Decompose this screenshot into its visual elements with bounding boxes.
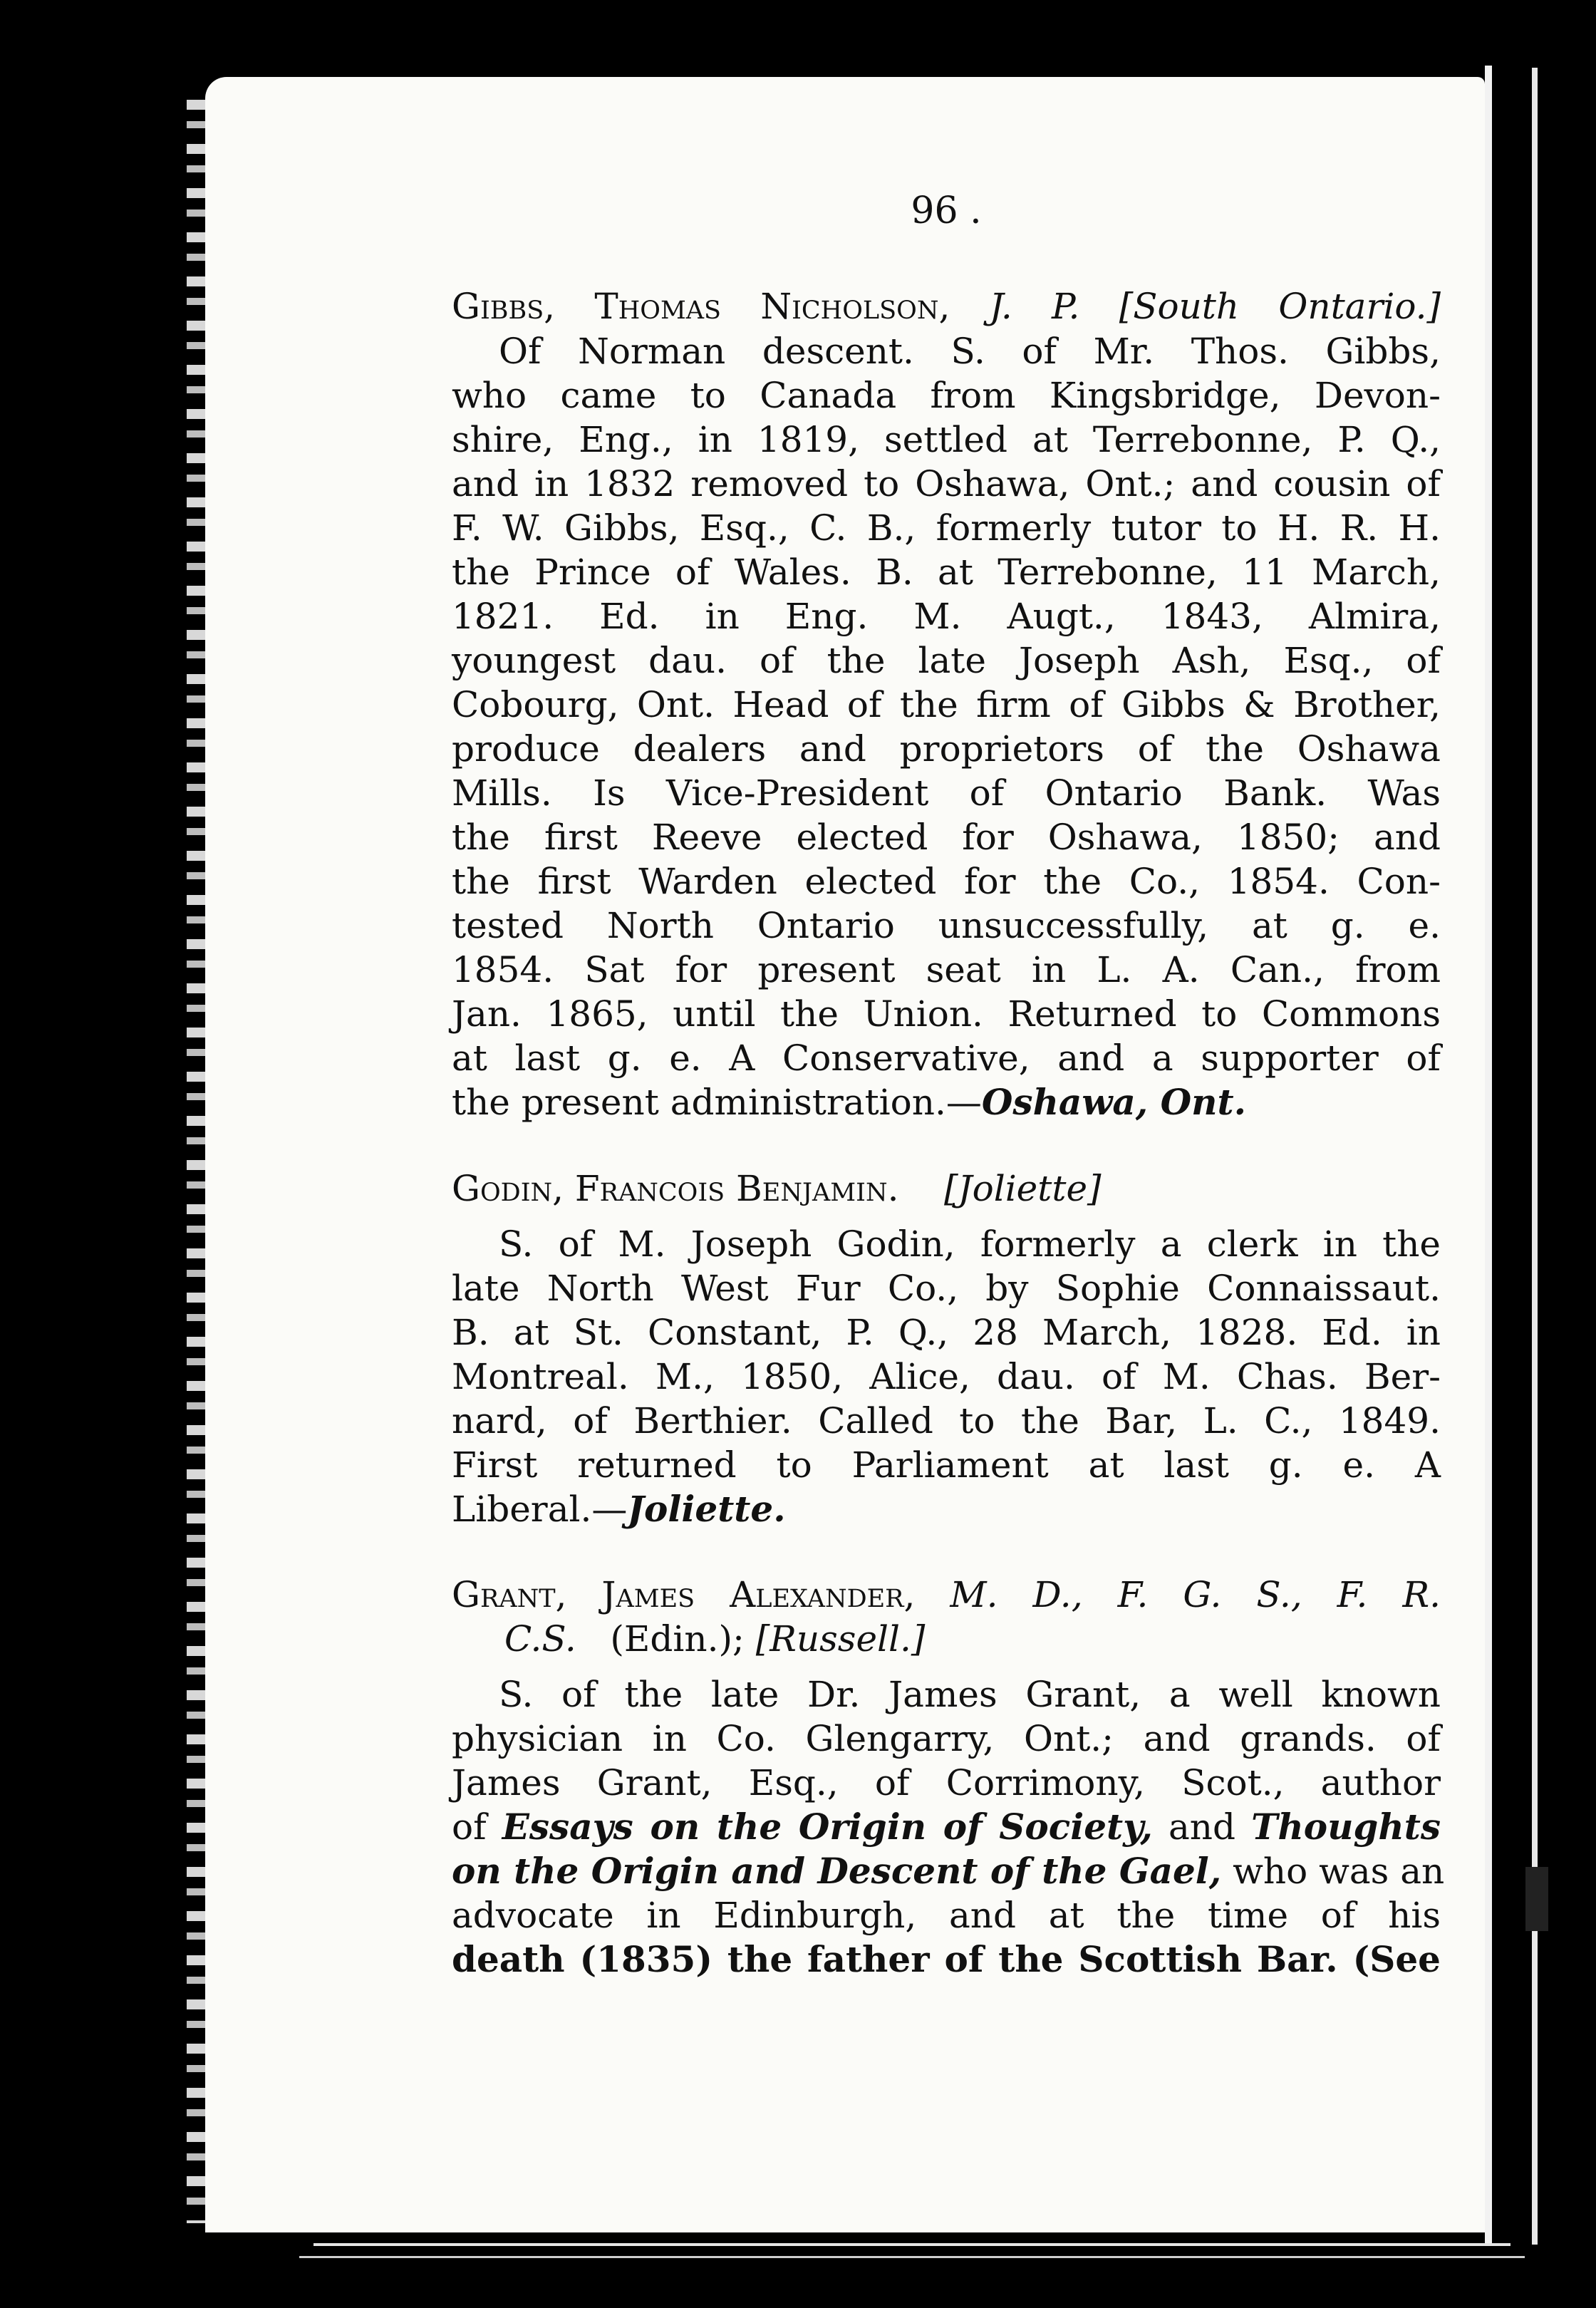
entry-text-line-mixed (452, 1850, 1445, 1892)
entry-text: of (452, 1806, 502, 1848)
entry-text-line: 1854. Sat for present seat in L. A. Can., from (452, 949, 1441, 990)
entry-text-line: nard, of Berthier. Called to the Bar, L. C., 1849. (452, 1400, 1441, 1442)
entry-text-line: death (1835) the father of the Scottish Bar. (See (452, 1938, 1441, 1980)
entry-text-line-mixed (452, 1807, 1441, 1847)
entry-text-line: who came to Canada from Kingsbridge, Devon- (452, 375, 1441, 416)
page-number: 96 . (911, 190, 982, 232)
entry-text-line: produce dealers and proprietors of the Oshawa (452, 728, 1441, 770)
entry-text-line: First returned to Parliament at last g. e. A (452, 1444, 1441, 1486)
entry-text-line: the first Warden elected for the Co., 1854. Con- (452, 861, 1441, 902)
entry-text-line: Montreal. M., 1850, Alice, dau. of M. Chas. Ber- (452, 1356, 1441, 1397)
entry-text-line: shire, Eng., in 1819, settled at Terrebonne, P. Q., (452, 419, 1441, 460)
entry-heading-godin (452, 1169, 1441, 1209)
entry-residence: Joliette. (627, 1488, 786, 1530)
entry-name: Godin, Francois Benjamin. (452, 1168, 899, 1209)
entry-text-line: S. of the late Dr. James Grant, a well known (499, 1674, 1441, 1715)
entry-text: the present administration.— (452, 1082, 982, 1123)
entry-name: Grant, James Alexander, (452, 1574, 916, 1615)
entry-text-line: F. W. Gibbs, Esq., C. B., formerly tutor to H. R. H. (452, 507, 1441, 549)
entry-text-line: tested North Ontario unsuccessfully, at g. e. (452, 905, 1441, 946)
page-edge-right (1485, 66, 1492, 2246)
entry-text-line: S. of M. Joseph Godin, formerly a clerk in the (499, 1223, 1441, 1265)
book-title: Essays on the Origin of Society, (502, 1806, 1153, 1848)
entry-title: M. D., F. G. S., F. R. (950, 1574, 1441, 1615)
entry-text-line: physician in Co. Glengarry, Ont.; and grands. of (452, 1718, 1441, 1759)
page-bottom-rule (314, 2243, 1510, 2246)
entry-text-line: Mills. Is Vice-President of Ontario Bank. Was (452, 772, 1441, 814)
entry-constituency: [Joliette] (944, 1168, 1102, 1209)
entry-title-cont: C.S. (504, 1618, 576, 1660)
entry-text-line: Cobourg, Ont. Head of the firm of Gibbs & Brother, (452, 684, 1441, 725)
entry-text-line: Of Norman descent. S. of Mr. Thos. Gibbs, (499, 331, 1441, 372)
entry-text-line: advocate in Edinburgh, and at the time of his (452, 1895, 1441, 1936)
entry-last-line (452, 1082, 1441, 1122)
entry-text: Liberal.— (452, 1489, 628, 1530)
entry-text: who was an (1221, 1851, 1445, 1892)
entry-text-line: late North West Fur Co., by Sophie Connaissaut. (452, 1268, 1441, 1309)
entry-text-line: the first Reeve elected for Oshawa, 1850; and (452, 817, 1441, 858)
entry-text-line: youngest dau. of the late Joseph Ash, Esq., of (452, 640, 1441, 681)
book-title: on the Origin and Descent of the Gael, (452, 1850, 1222, 1892)
entry-constituency: [South Ontario.] (1119, 286, 1441, 327)
entry-constituency: [Russell.] (755, 1618, 926, 1660)
entry-residence: Oshawa, Ont. (981, 1081, 1246, 1123)
entry-title-extra: (Edin.); (610, 1618, 745, 1660)
entry-text: and (1152, 1806, 1252, 1848)
book-title: Thoughts (1251, 1806, 1441, 1848)
entry-text-line: and in 1832 removed to Oshawa, Ont.; and cousin of (452, 463, 1441, 504)
entry-heading-grant (452, 1575, 1441, 1615)
page-bottom-rule-2 (299, 2256, 1525, 2258)
entry-name: Gibbs, Thomas Nicholson, (452, 286, 950, 327)
entry-text-line: the Prince of Wales. B. at Terrebonne, 11 March, (452, 552, 1441, 593)
binding-mark (1525, 1867, 1548, 1931)
entry-title: J. P. (989, 286, 1080, 327)
entry-text-line: B. at St. Constant, P. Q., 28 March, 1828. Ed. in (452, 1312, 1441, 1353)
entry-heading-cont (504, 1619, 1441, 1659)
entry-last-line (452, 1489, 1441, 1529)
entry-text-line: James Grant, Esq., of Corrimony, Scot., author (452, 1762, 1441, 1804)
entry-text-line: 1821. Ed. in Eng. M. Augt., 1843, Almira, (452, 596, 1441, 637)
entry-text-line: at last g. e. A Conservative, and a supporter of (452, 1037, 1441, 1079)
entry-heading-gibbs (452, 286, 1441, 326)
entry-text-line: Jan. 1865, until the Union. Returned to Commons (452, 993, 1441, 1035)
page-edge-left (187, 100, 205, 2223)
